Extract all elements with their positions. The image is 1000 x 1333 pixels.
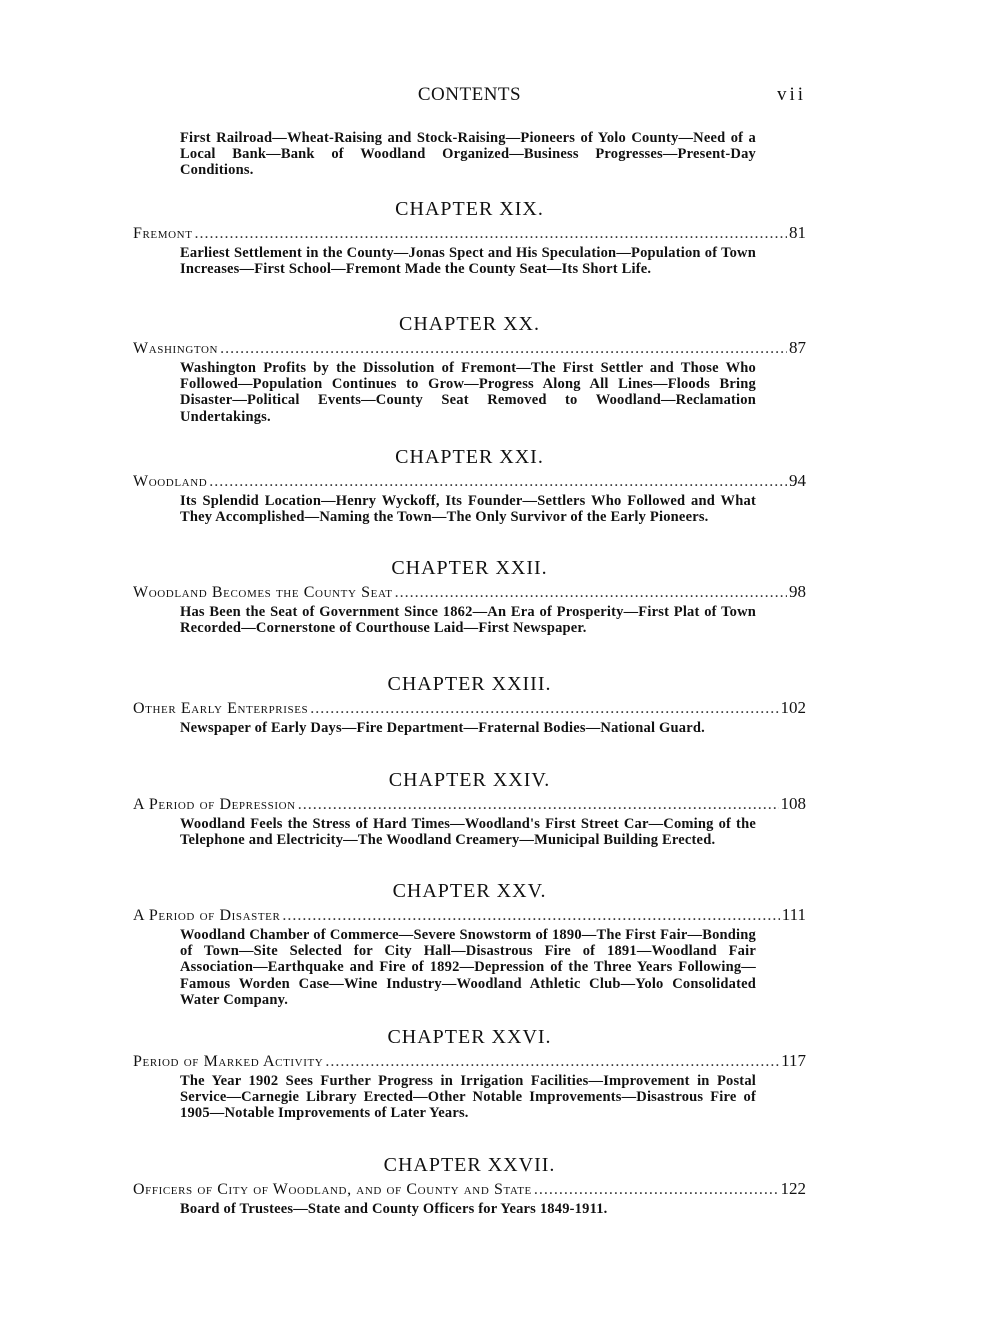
- chapter-page-number: 102: [780, 698, 806, 717]
- chapter-synopsis: The Year 1902 Sees Further Progress in Irrigation Facilities—Improvement in Postal Service—Carnegie Library Erected—Other Notable Improvements—Disastrous Fire of 1905—Notable Improvements of Later Years.: [180, 1073, 756, 1122]
- page-number: vii: [776, 84, 806, 105]
- chapter-synopsis: First Railroad—Wheat-Raising and Stock-Raising—Pioneers of Yolo County—Need of a Local Bank—Bank of Woodland Organized—Business Progresses—Present-Day Conditions.: [180, 130, 756, 179]
- toc-entry: [133, 1051, 806, 1073]
- chapter-title: Washington: [133, 340, 219, 357]
- chapter-title: Fremont: [133, 225, 193, 242]
- chapter-entry-26: [133, 1025, 806, 1122]
- chapter-title: Period of Marked Activity: [133, 1053, 324, 1070]
- toc-entry: [133, 698, 806, 720]
- chapter-page-number: 117: [781, 1051, 806, 1070]
- page-header: [133, 84, 806, 108]
- chapter-synopsis: Woodland Feels the Stress of Hard Times—Woodland's First Street Car—Coming of the Telephone and Electricity—The Woodland Creamery—Municipal Building Erected.: [180, 816, 756, 849]
- toc-entry: [133, 471, 806, 493]
- chapter-page-number: 81: [789, 223, 806, 242]
- dot-leader: [395, 583, 787, 603]
- chapter-page-number: 122: [780, 1179, 806, 1198]
- chapter-entry-23: [133, 672, 806, 736]
- chapter-heading: CHAPTER XXIV.: [388, 769, 551, 791]
- chapter-title: Other Early Enterprises: [133, 700, 309, 717]
- chapter-page-number: 98: [789, 582, 806, 601]
- chapter-synopsis: Newspaper of Early Days—Fire Department—Fraternal Bodies—National Guard.: [180, 720, 705, 736]
- dot-leader: [195, 224, 787, 244]
- chapter-page-number: 87: [789, 338, 806, 357]
- dot-leader: [534, 1180, 779, 1200]
- chapter-synopsis: Washington Profits by the Dissolution of Fremont—The First Settler and Those Who Followed—Population Continues to Grow—Progress Along All Lines—Floods Bring Disaster—Political Events—County Seat Removed to Woodland—Reclamation Undertakings.: [180, 360, 756, 425]
- toc-entry: [133, 223, 806, 245]
- chapter-page-number: 94: [789, 471, 806, 490]
- chapter-heading: CHAPTER XXVII.: [383, 1154, 556, 1176]
- toc-entry: [133, 582, 806, 604]
- chapter-entry-25: [133, 879, 806, 1008]
- chapter-entry-19: [133, 197, 806, 277]
- chapter-synopsis: Board of Trustees—State and County Officers for Years 1849-1911.: [180, 1201, 608, 1217]
- chapter-heading: CHAPTER XXI.: [395, 446, 544, 468]
- chapter-entry-27: [133, 1153, 806, 1217]
- chapter-page-number: 111: [781, 905, 806, 924]
- dot-leader: [310, 699, 778, 719]
- toc-entry: [133, 1179, 806, 1201]
- chapter-heading: CHAPTER XXV.: [392, 880, 547, 902]
- chapter-entry-22: [133, 556, 806, 636]
- chapter-heading: CHAPTER XXIII.: [387, 673, 552, 695]
- dot-leader: [298, 795, 779, 815]
- chapter-entry-20: [133, 312, 806, 425]
- dot-leader: [282, 906, 779, 926]
- chapter-heading: CHAPTER XIX.: [395, 198, 544, 220]
- toc-entry: [133, 338, 806, 360]
- chapter-entry-21: [133, 445, 806, 525]
- chapter-title: A Period of Depression: [133, 796, 296, 813]
- intro-synopsis-block: [133, 130, 806, 179]
- chapter-title: Woodland: [133, 473, 208, 490]
- chapter-heading: CHAPTER XXII.: [391, 557, 548, 579]
- chapter-title: Officers of City of Woodland, and of County and State: [133, 1181, 532, 1198]
- chapter-synopsis: Its Splendid Location—Henry Wyckoff, Its Founder—Settlers Who Followed and What They Accomplished—Naming the Town—The Only Survivor of the Early Pioneers.: [180, 493, 756, 526]
- chapter-page-number: 108: [780, 794, 806, 813]
- dot-leader: [220, 339, 787, 359]
- dot-leader: [325, 1052, 779, 1072]
- chapter-synopsis: Earliest Settlement in the County—Jonas Spect and His Speculation—Population of Town Increases—First School—Fremont Made the County Seat—Its Short Life.: [180, 245, 756, 278]
- chapter-heading: CHAPTER XX.: [398, 313, 540, 335]
- chapter-title: A Period of Disaster: [133, 907, 281, 924]
- toc-entry: [133, 905, 806, 927]
- chapter-synopsis: Woodland Chamber of Commerce—Severe Snowstorm of 1890—The First Fair—Bonding of Town—Site Selected for City Hall—Disastrous Fire of 1891—Woodland Fair Association—Earthquake and Fire of 1892—Depression of the Three Years Following—Famous Worden Case—Wine Industry—Woodland Athletic Club—Yolo Consolidated Water Company.: [180, 927, 756, 1008]
- chapter-heading: CHAPTER XXVI.: [387, 1026, 552, 1048]
- chapter-title: Woodland Becomes the County Seat: [133, 584, 393, 601]
- toc-entry: [133, 794, 806, 816]
- chapter-entry-24: [133, 768, 806, 848]
- dot-leader: [209, 472, 787, 492]
- chapter-synopsis: Has Been the Seat of Government Since 1862—An Era of Prosperity—First Plat of Town Recorded—Cornerstone of Courthouse Laid—First Newspaper.: [180, 604, 756, 637]
- page-title: CONTENTS: [417, 84, 522, 105]
